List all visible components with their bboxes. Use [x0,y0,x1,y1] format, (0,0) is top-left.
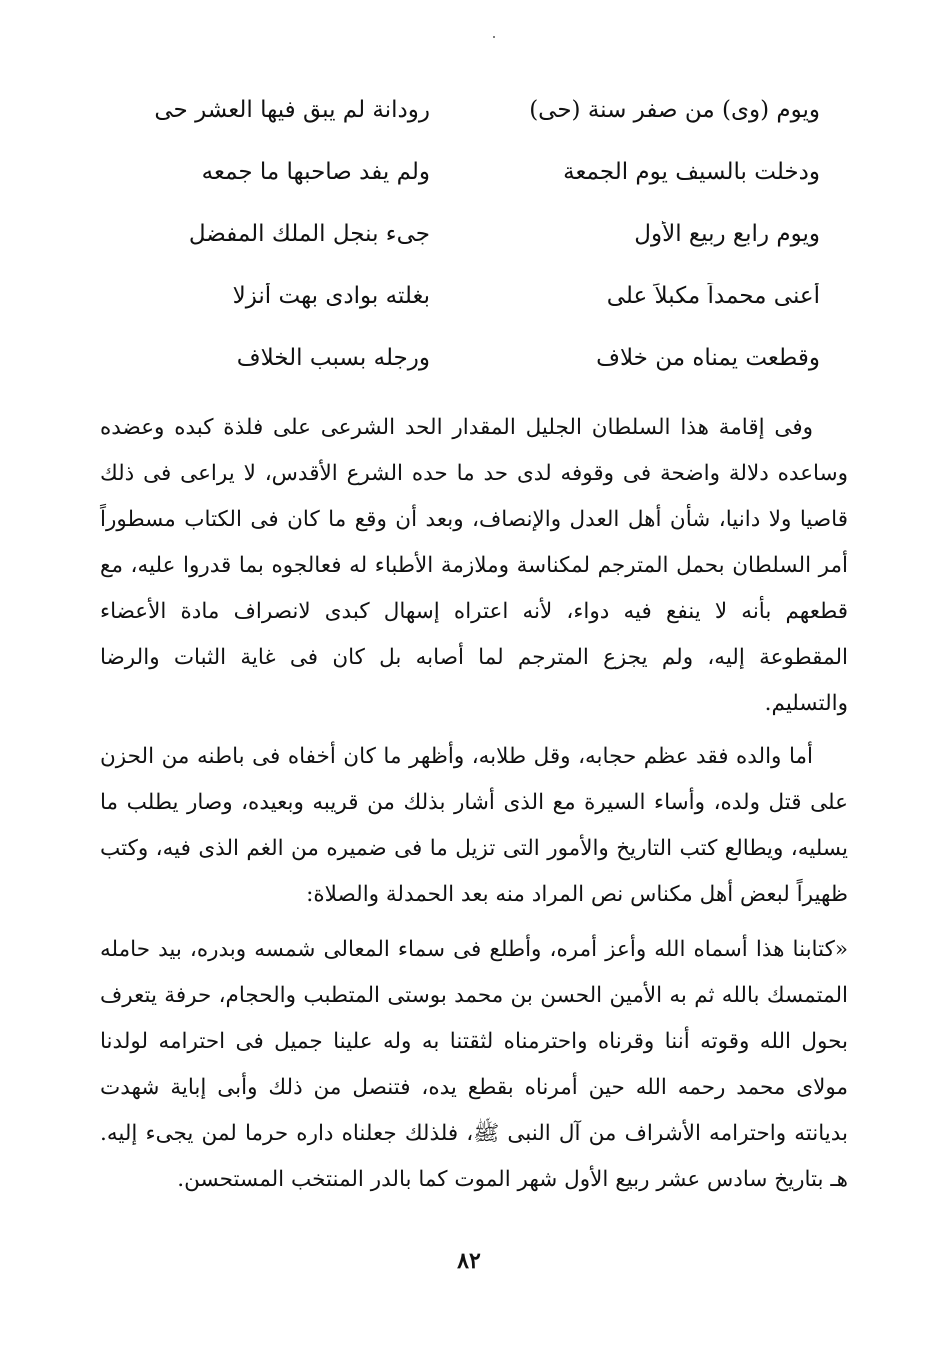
verse-second-hemistich: ولم يفد صاحبها ما جمعه [201,159,430,186]
page-number: ٨٢ [457,1248,481,1274]
verse-first-hemistich: ويوم (وى) من صفر سنة (حى) [529,97,820,124]
verse-second-hemistich: بغلته بوادى بهت أنزلا [232,283,430,310]
verse-first-hemistich: وقطعت يمناه من خلاف [596,345,820,372]
verse-second-hemistich: جىء بنجل الملك المفضل [188,221,430,248]
verse-first-hemistich: أعنى محمداً مكبلاً على [606,283,820,310]
quoted-decree-paragraph: «كتابنا هذا أسماه الله وأعز أمره، وأطلع فى سماء المعالى شمسه وبدره، بيد حامله المتمسك بالله ثم به الأمين الحسن بن محمد بوستى المتطبب والحجام، حرفة يتعرف بحول الله وقوته أننا وقرناه واحترمناه لثقتنا به وله علينا جميل فى احترامه لولدنا مولاى محمد رحمه الله حين أمرناه بقطع يده، فتنصل من ذلك وأبى إباية شهدت بديانته واحترامه الأشراف من آل النبى ﷺ، فلذلك جعلناه داره حرما لمن يجىء إليه. هـ بتاريخ سادس عشر ربيع الأول شهر الموت كما بالدر المنتخب المستحسن. [100,936,848,1192]
verse-row [120,142,820,204]
verse-row [120,328,820,390]
verse-first-hemistich: ودخلت بالسيف يوم الجمعة [563,159,820,186]
body-paragraph: أما والده فقد عظم حجابه، وقل طلابه، وأظهر ما كان أخفاه فى باطنه من الحزن على قتل ولده، وأساء السيرة مع الذى أشار بذلك من قريبه وبعيده، وصار يطلب ما يسليه، ويطالع كتب التاريخ والأمور التى تزيل ما فى ضميره من الغم الذى فيه، وكتب ظهيراً لبعض أهل مكناس نص المراد منه بعد الحمدلة والصلاة: [100,743,848,907]
verse-row [120,204,820,266]
verse-row [120,266,820,328]
verse-second-hemistich: ورجله بسبب الخلاف [236,345,430,372]
body-paragraph: وفى إقامة هذا السلطان الجليل المقدار الحد الشرعى على فلذة كبده وعضده وساعده دلالة واضحة فى وقوفه لدى حد ما حده الشرع الأقدس، لا يراعى فى ذلك قاصيا ولا دانيا، شأن أهل العدل والإنصاف، وبعد أن وقع ما كان فى الكتاب مسطوراً أمر السلطان بحمل المترجم لمكناسة وملازمة الأطباء له فعالجوه بما قدروا عليه، مع قطعهم بأنه لا ينفع فيه دواء، لأنه اعتراه إسهال كبدى لانصراف مادة الأعضاء المقطوعة إليه، ولم يجزع المترجم لما أصابه بل كان فى غاية الثبات والرضا والتسليم. [100,414,848,716]
verse-second-hemistich: رودانة لم يبق فيها العشر حى [154,97,430,124]
verse-row [120,80,820,142]
scan-speck [493,36,495,38]
verse-first-hemistich: ويوم رابع ربيع الأول [634,221,820,248]
poem-verses [120,80,820,390]
